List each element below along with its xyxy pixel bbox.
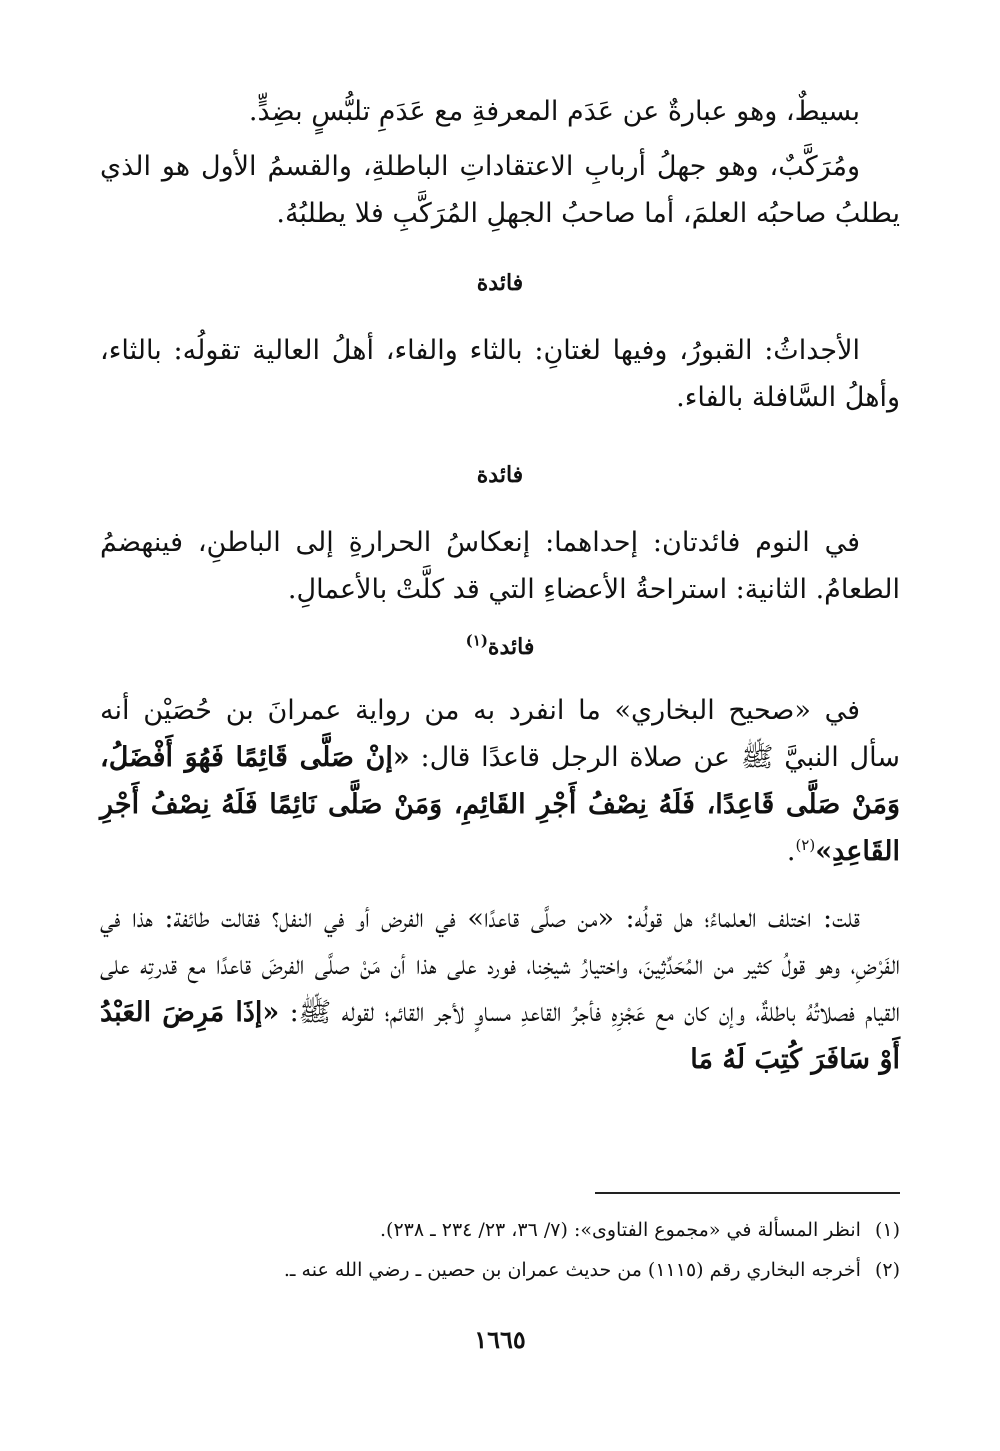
footnote-2-text: أخرجه البخاري رقم (١١١٥) من حديث عمران بن حصين ـ رضي الله عنه ـ. bbox=[283, 1259, 861, 1281]
section-heading-3-text: فائدة bbox=[487, 634, 535, 660]
hadith-quote: «إنْ صَلَّى قَائِمًا فَهُوَ أَفْضَلُ، وَمَنْ صَلَّى قَاعِدًا، فَلَهُ نِصْفُ أَجْرِ القَائِمِ، وَمَنْ صَلَّى نَائِمًا فَلَهُ نِصْفُ أَجْرِ القَاعِدِ» bbox=[100, 742, 900, 867]
section-heading-3 bbox=[100, 627, 900, 667]
paragraph-bukhari-hadith bbox=[100, 687, 900, 875]
hadith-intro: في «صحيح البخاري» ما انفرد به من رواية عمرانَ بن حُصَيْن أنه سأل النبيَّ ﷺ عن صلاة الرجل قاعدًا قال: bbox=[100, 695, 900, 773]
footnote-1-number: (١) bbox=[874, 1219, 900, 1241]
footnote-2 bbox=[100, 1250, 900, 1290]
footnote-ref-1: (١) bbox=[465, 631, 488, 650]
footnote-2-number: (٢) bbox=[874, 1259, 900, 1281]
paragraph-sleep-benefits: في النوم فائدتان: إحداهما: إنعكاسُ الحرارةِ إلى الباطنِ، فينهضمُ الطعامُ. الثانية: استراحةُ الأعضاءِ التي قد كلَّتْ بالأعمالِ. bbox=[100, 527, 900, 605]
section-heading-1: فائدة bbox=[476, 270, 524, 296]
page-number: ١٦٦٥ bbox=[474, 1325, 526, 1354]
hadith-end: . bbox=[786, 836, 796, 867]
footnote-divider bbox=[595, 1192, 900, 1194]
footnote-ref-2: (٢) bbox=[795, 836, 816, 854]
footnotes bbox=[100, 1210, 900, 1290]
opinion-text: قلت: اختلف العلماءُ؛ هل قولُه: «من صلَّى قاعدًا» في الفرض أو في النفل؟ فقالت طائفة: هذا في الفَرْضِ، وهو قولُ كثير من المُحَدِّثِينَ، واختيارُ شيخِنا، فورد على هذا أن مَنْ صلَّى الفرضَ قاعدًا مع قدرتِه على القيام فصلاتُهُ باطلةٌ، وإن كان مع عَجْزِهِ فأجرُ القاعدِ مساوٍ لأجر القائم؛ لقوله ﷺ: bbox=[100, 903, 900, 1028]
footnote-1-text: انظر المسألة في «مجموع الفتاوى»: (٧/ ٣٦، ٢٣/ ٢٣٤ ـ ٢٣٨). bbox=[380, 1219, 861, 1241]
section-heading-2: فائدة bbox=[476, 462, 524, 488]
paragraph-compound-ignorance: ومُرَكَّبٌ، وهو جهلُ أربابِ الاعتقاداتِ الباطلةِ، والقسمُ الأول هو الذي يطلبُ صاحبُه العلمَ، أما صاحبُ الجهلِ المُرَكَّبِ فلا يطلبُهُ. bbox=[100, 151, 900, 229]
paragraph-scholars-opinion bbox=[100, 895, 900, 1083]
footnote-1 bbox=[100, 1210, 900, 1250]
opinion-hadith-quote: «إذَا مَرِضَ العَبْدُ أَوْ سَافَرَ كُتِبَ لَهُ مَا bbox=[100, 997, 900, 1075]
page-body bbox=[100, 88, 900, 1083]
paragraph-simple-ignorance: بسيطٌ، وهو عبارةٌ عن عَدَم المعرفةِ مع عَدَمِ تلبُّسٍ بضِدٍّ. bbox=[248, 96, 860, 127]
paragraph-ajdath: الأجداثُ: القبورُ، وفيها لغتانِ: بالثاء والفاء، أهلُ العالية تقولُه: بالثاء، وأهلُ السَّافلة بالفاء. bbox=[100, 335, 900, 413]
